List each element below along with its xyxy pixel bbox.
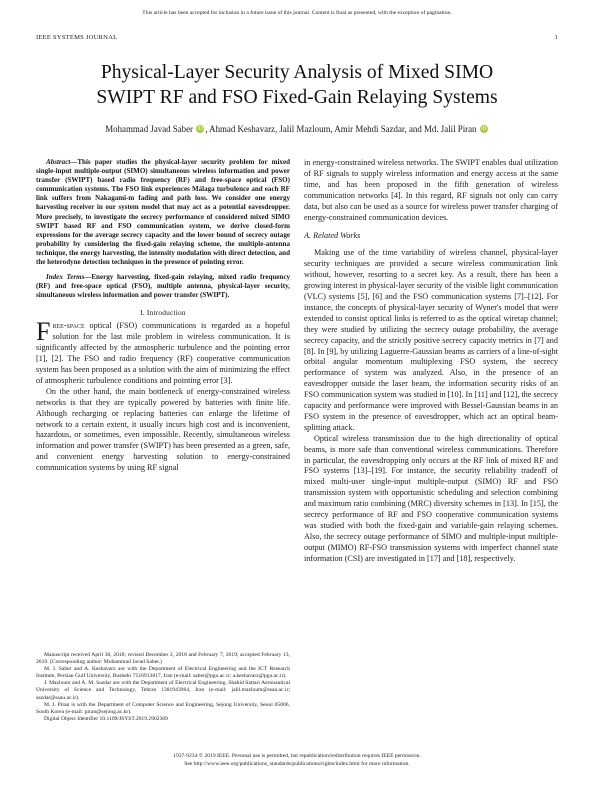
related-works-paragraph-2: Optical wireless transmission due to the high directionality of optical beams, is more safe than conventional wireless communications. Therefore in particular, the eavesdropping only occurs at the RF link of mixed RF and FSO systems [13]–[19]. For instance, the security reliability tradeoff of mixed multi-user single-input multiple-output (SIMO) RF and FSO transmission system with opportunistic scheduling and selection combining and maximum ratio combining (MRC) diversity schemes in [13]. In [15], the secrecy performance of RF and FSO cooperative communication systems was studied with both the fixed-gain and variable-gain relaying schemes. Also, the secrecy outage performance of SIMO and multiple-input multiple-output (MIMO) RF-FSO transmission systems with imperfect channel state information (CSI) are investigated in [17] and [18], respectively. [304,433,558,563]
right-column-body [304,158,558,565]
abstract [36,158,290,267]
author-others: , Ahmad Keshavarz, Jalil Mazloum, Amir Mehdi Sazdar, and Md. Jalil Piran [205,124,477,134]
orcid-icon[interactable]: iD [197,126,203,132]
drop-cap-rest: ree-space [52,321,85,331]
intro-paragraph-continued: in energy-constrained wireless networks. The SWIPT enables dual utilization of RF signals to supply wireless information and energy access at the same time, and has been proposed in the fifth generation of wireless communication networks [4]. In this regard, RF signals not only can carry data, but also can be used as a source for wireless power transfer charging of energy-constrained communication devices. [304,158,558,222]
subsection-heading: A. Related Works [304,231,361,241]
title-line-2: SWIPT RF and FSO Fixed-Gain Relaying Systems [96,87,498,108]
orcid-icon[interactable]: iD [481,126,487,132]
drop-cap: F [36,317,51,347]
index-terms-text: Energy harvesting, fixed-gain relaying, mixed radio frequency (RF) and free-space optical (FSO), multiple antenna, physical-layer security, simultaneous wireless information and power transfer (SWIPT). [36,273,290,300]
left-column [36,158,290,474]
acceptance-notice: This article has been accepted for inclusion in a future issue of this journal. Content is final as presented, with the exception of pagination. [142,10,452,16]
footnotes [36,652,290,723]
section-heading: I. Introduction [140,308,186,318]
copyright-notice [0,752,594,768]
copyright-line: 1937-9234 © 2019 IEEE. Personal use is permitted, but republication/redistribution requires IEEE permission. [173,753,421,759]
journal-name: IEEE SYSTEMS JOURNAL [36,34,118,41]
related-works-paragraph-1: Making use of the time variability of wireless channel, physical-layer security techniques are provided a secure wireless communication link without, however, resorting to a secret key. As a result, there has been a growing interest in physical-layer security of the visible light communication (VLC) systems [5], [6] and the FSO communication systems [7]–[12]. For instance, the concepts of physical-layer security of Wyner's model that were extended to consist optical links is referred to as the optical wiretap channel; they were studied by utilizing the secrecy outage probability, the average secrecy capacity, and the strictly positive secrecy capacity metrics in [7] and [8]. In [9], by utilizing Laguerre-Gaussian beams as carriers of a line-of-sight orbital angular momentum multiplexing FSO system, the secrecy performance of system was analyzed. Also, in the presence of an eavesdropper outside the laser beam, the information security risks of an FSO communication system was studied in [10]. In [11] and [12], the secrecy capacity and performance were improved with Bessel-Gaussian beams in an FSO system in the presence of eavesdropper, which act an optical beam-splitting attack. [304,248,558,432]
introduction-body [36,317,291,474]
title-line-1: Physical-Layer Security Analysis of Mixed SIMO [100,62,494,83]
intro-p1-text: optical (FSO) communications is regarded as a hopeful solution for the last mile problem in wireless communication. It is significantly affected by the atmospheric turbulence and the pointing error [1], [2]. The FSO and radio frequency (RF) cooperative communication system has been proposed as a solution with the aim of minimizing the effect of atmospheric turbulence conditions and pointing error [3]. [36,321,291,385]
abstract-lead: Abstract— [46,158,78,166]
intro-paragraph-2: On the other hand, the main bottleneck of energy-constrained wireless networks is that they are typically powered by batteries with finite life. Although recharging or replacing batteries can enlarge the lifetime of network to a certain extent, it usually incurs high cost and is inconvenient, hazardous, or sometimes, even impossible. Recently, simultaneous wireless information and power transfer (SWIPT) has been presented as a green, safe, and convenient energy harvesting solution to energy-constrained communication systems by using RF signal [36,386,290,473]
intro-paragraph-1 [36,317,291,386]
footnote-manuscript: Manuscript received April 30, 2018; revised December 2, 2018 and February 7, 2019; accepted February 13, 2019. (Corresponding author: Mohammad Javad Saber.) [36,652,290,666]
page-number: 1 [554,34,558,41]
footnote-affiliation-3: M. J. Piran is with the Department of Computer Science and Engineering, Sejong University, Seoul 05006, South Korea (e-mail: piran@sejong.ac.kr). [36,701,290,715]
index-terms [36,273,290,300]
index-terms-lead: Index Terms— [46,273,92,282]
author-saber: Mohammad Javad Saber [105,124,194,134]
footnote-affiliation-1: M. J. Saber and A. Keshavarz are with the Department of Electrical Engineering and the ICT Research Institute, Persian Gulf University, Bushehr 7516913817, Iran (e-mail: saber@pgu.ac.ir; a.keshavarz@pgu.ac.ir). [36,666,290,680]
right-column [304,158,558,565]
paper-title [30,60,564,110]
abstract-text: This paper studies the physical-layer security problem for mixed single-input multiple-output (SIMO) simultaneous wireless information and power transfer (SWIPT) based radio frequency (RF) and free-space optical (FSO) communication systems. The FSO link experiences Málaga turbulence and each RF link suffers from Nakagami-m fading and path loss. We consider one energy harvesting receiver in our system model that may act as a potential eavesdropper. More precisely, to investigate the secrecy performance of considered mixed SIMO SWIPT based RF and FSO communication system, we derive closed-form expressions for the average secrecy capacity and the lower bound of secrecy outage probability by considering the fixed-gain relaying scheme, the multiple-antenna technique, the energy harvesting, the intensity modulation with direct detection, and the heterodyne detection techniques in the presence of pointing error. [36,158,290,267]
author-list [20,124,574,135]
footnote-doi: Digital Object Identifier 10.1109/JSYST.2019.2902309 [44,715,168,722]
running-head [36,34,558,44]
rights-link[interactable]: See http://www.ieee.org/publications_standards/publications/rights/index.html for more information. [184,761,410,767]
footnote-affiliation-2: J. Mazloum and A. M. Sazdar are with the Department of Electrical Engineering, Shahid Sattari Aeronautical University of Science and Technology, Tehran 1381943964, Iran (e-mail: jalil.mazloum@ssau.ac.ir; sazdar@ssau.ac.ir). [36,680,290,701]
